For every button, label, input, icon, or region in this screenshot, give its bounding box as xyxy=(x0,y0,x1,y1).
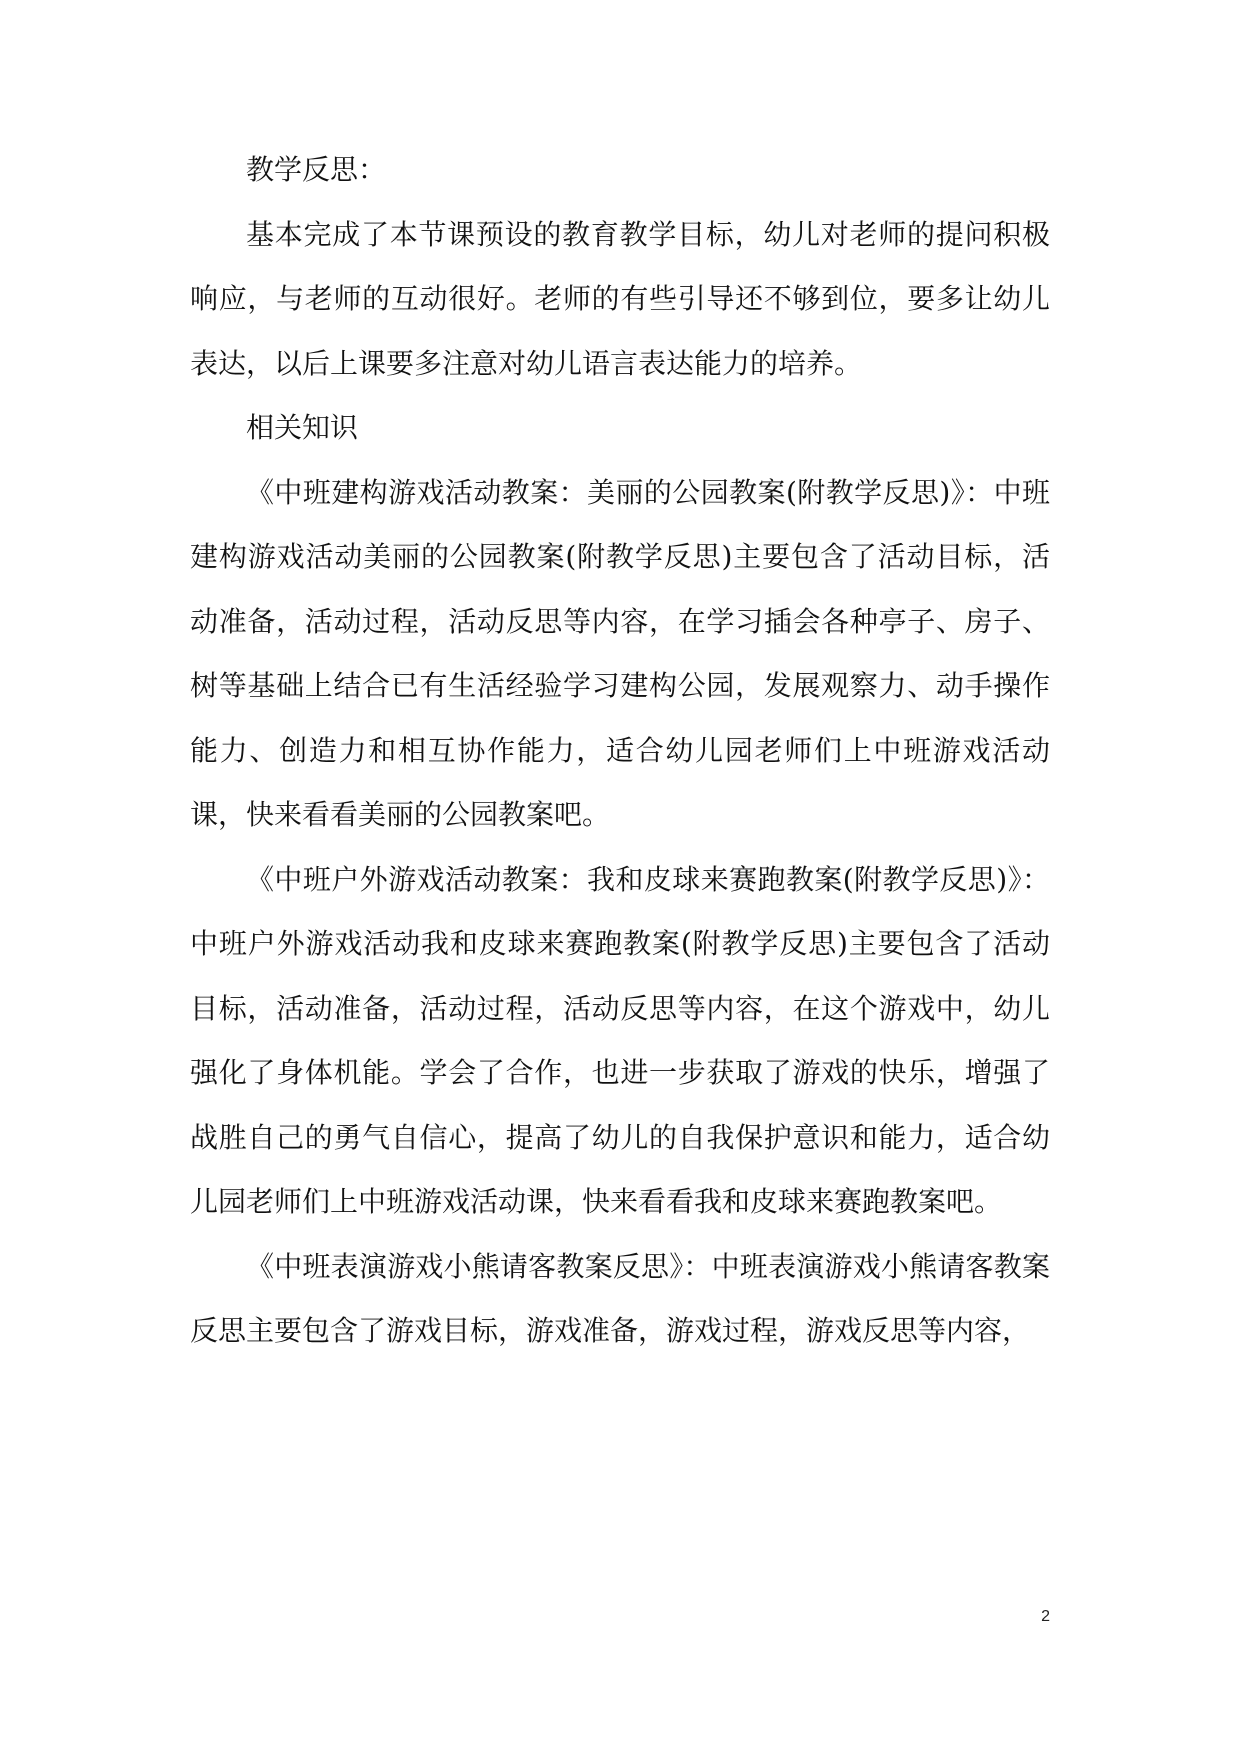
reflection-paragraph: 基本完成了本节课预设的教育教学目标，幼儿对老师的提问积极响应，与老师的互动很好。老师的有些引导还不够到位，要多让幼儿表达，以后上课要多注意对幼儿语言表达能力的培养。 xyxy=(190,217,1050,380)
reflection-heading: 教学反思： xyxy=(246,153,387,186)
related-item-park-lesson: 《中班建构游戏活动教案：美丽的公园教案(附教学反思)》：中班建构游戏活动美丽的公园教案(附教学反思)主要包含了活动目标，活动准备，活动过程，活动反思等内容，在学习插会各种亭子、房子、树等基础上结合已有生活经验学习建构公园，发展观察力、动手操作能力、创造力和相互协作能力，适合幼儿园老师们上中班游戏活动课，快来看看美丽的公园教案吧。 xyxy=(190,475,1050,831)
related-item-bear-guest-lesson: 《中班表演游戏小熊请客教案反思》：中班表演游戏小熊请客教案反思主要包含了游戏目标，游戏准备，游戏过程，游戏反思等内容， xyxy=(190,1249,1050,1347)
page-number: 2 xyxy=(1041,1608,1050,1625)
related-item-ball-race-lesson: 《中班户外游戏活动教案：我和皮球来赛跑教案(附教学反思)》：中班户外游戏活动我和皮球来赛跑教案(附教学反思)主要包含了活动目标，活动准备，活动过程，活动反思等内容，在这个游戏中，幼儿强化了身体机能。学会了合作，也进一步获取了游戏的快乐，增强了战胜自己的勇气自信心，提高了幼儿的自我保护意识和能力，适合幼儿园老师们上中班游戏活动课，快来看看我和皮球来赛跑教案吧。 xyxy=(190,862,1050,1218)
document-body xyxy=(190,138,1050,1364)
related-knowledge-heading: 相关知识 xyxy=(246,411,359,444)
